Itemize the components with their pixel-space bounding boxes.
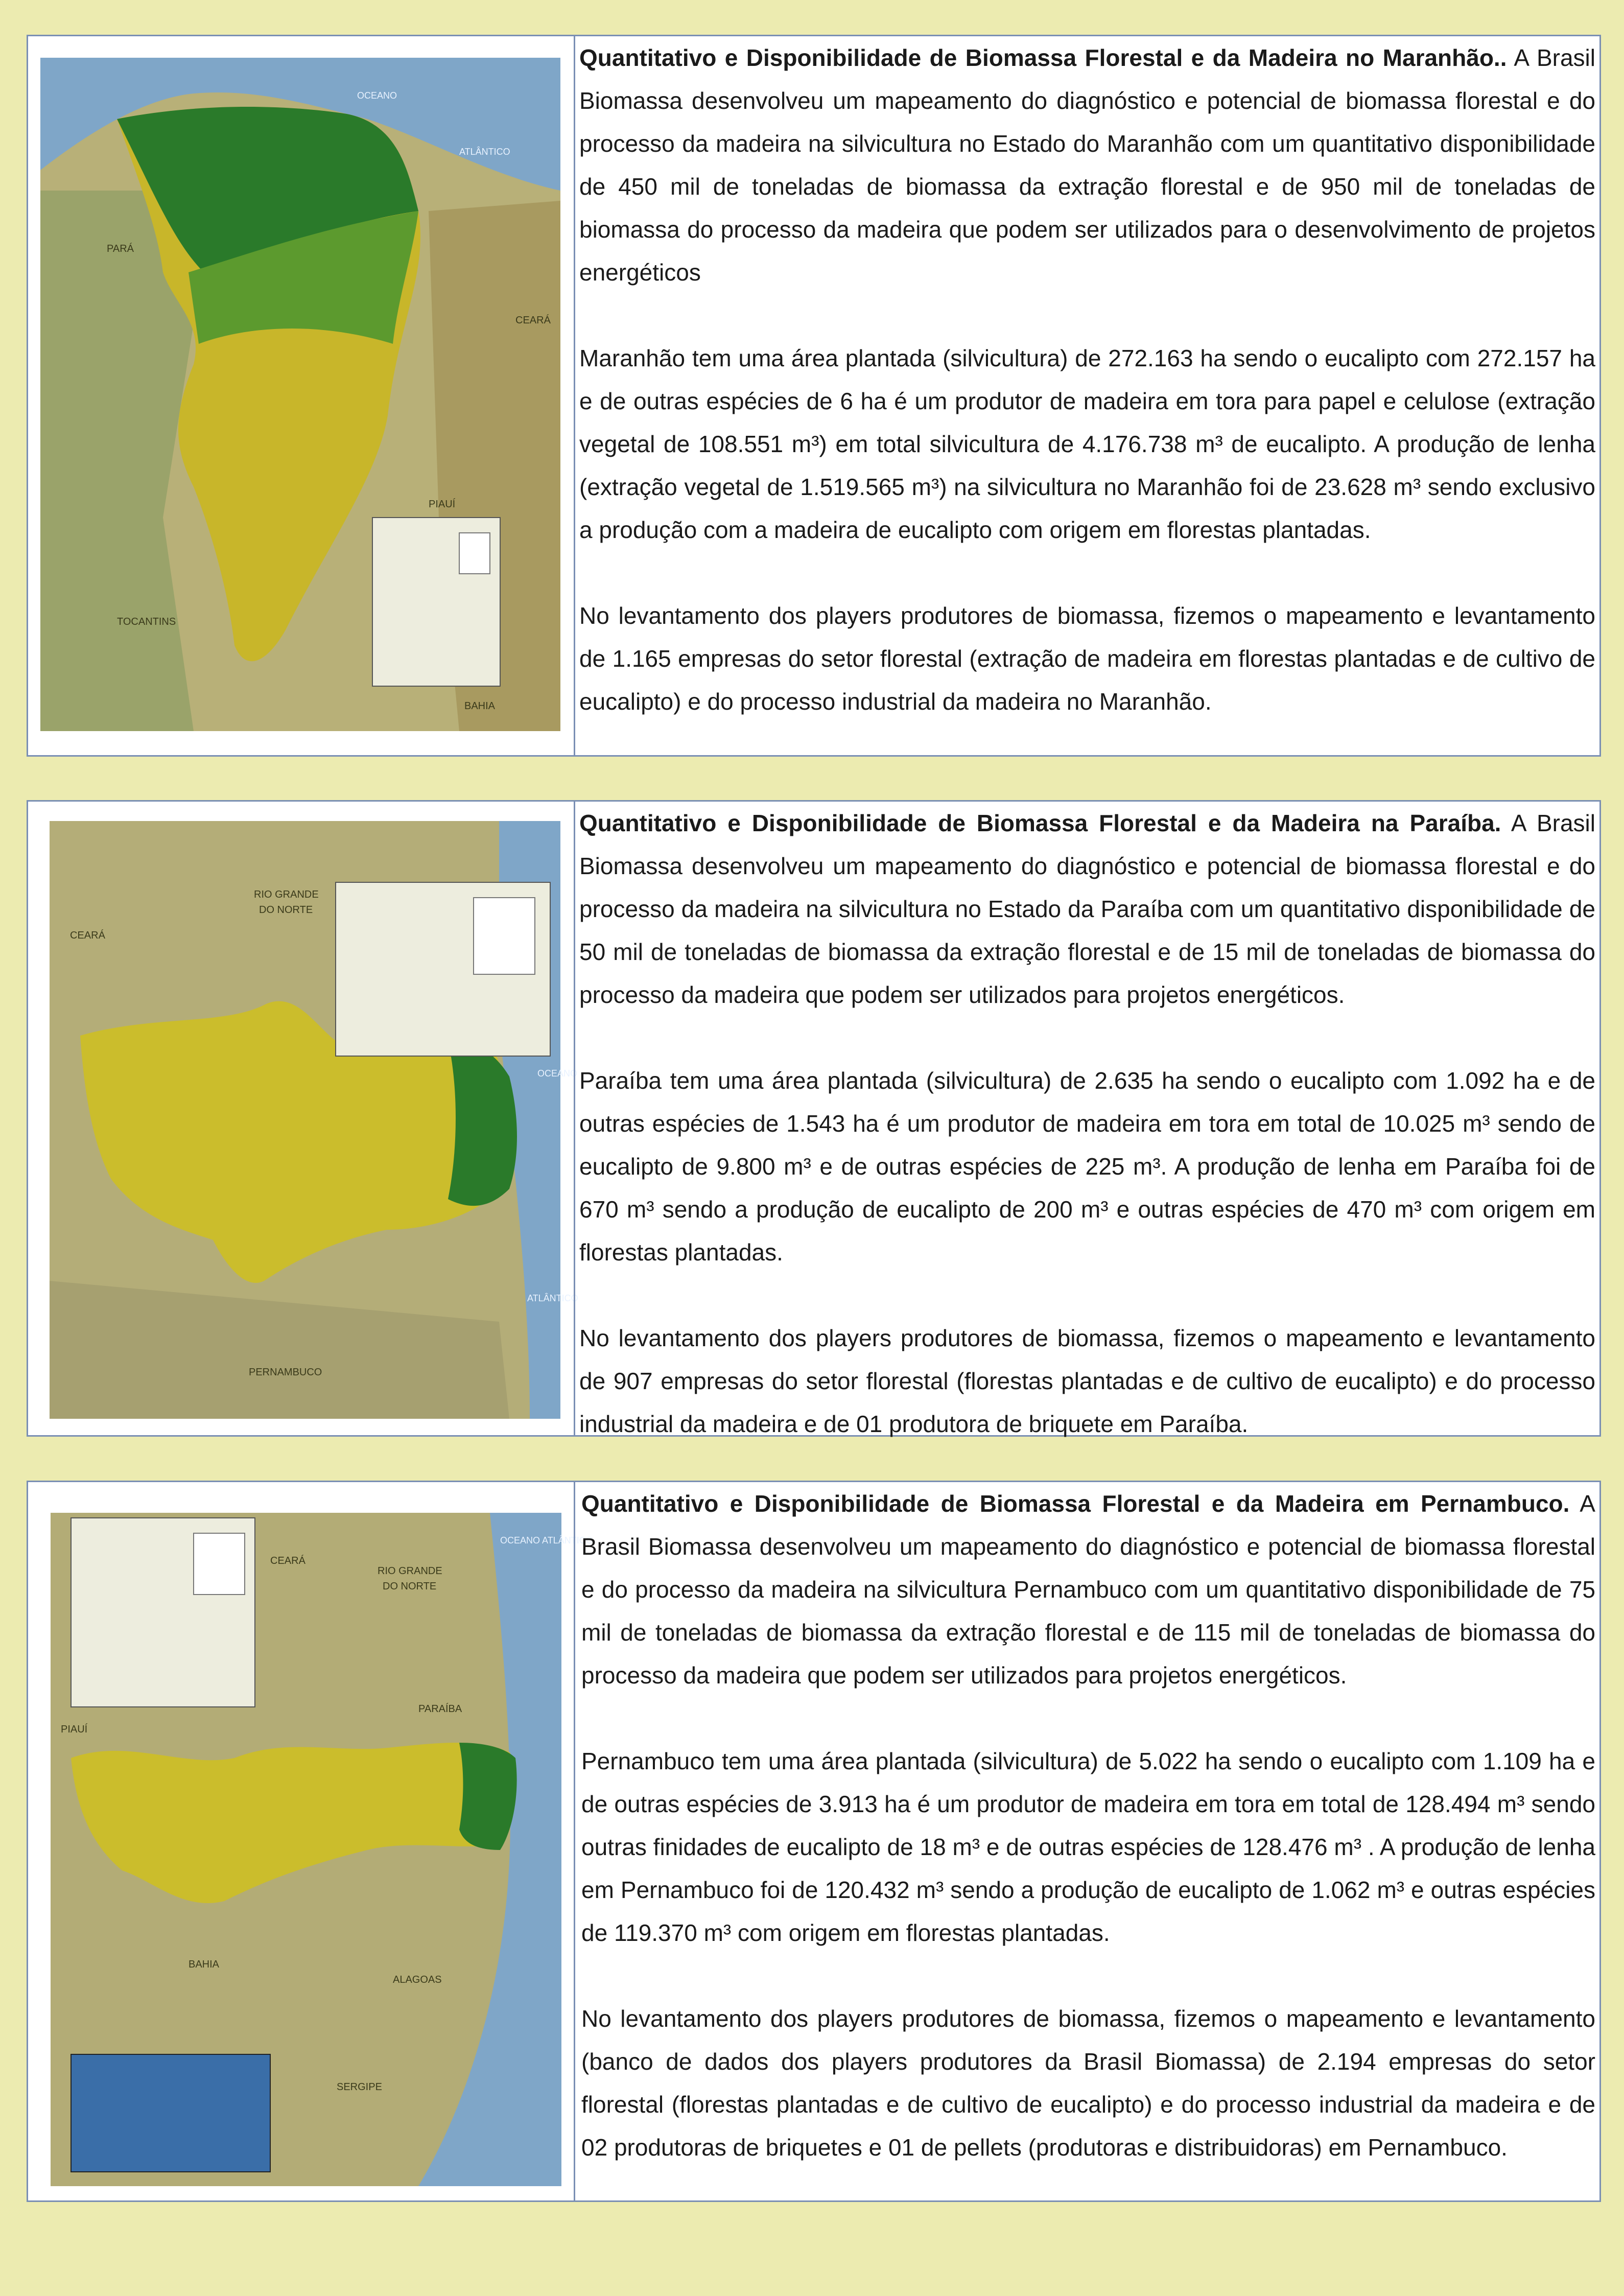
map-label-rio-grande: RIO GRANDE — [378, 1565, 442, 1577]
section-maranhao — [27, 35, 1601, 757]
map-label-pernambuco: PERNAMBUCO — [249, 1367, 322, 1378]
intro-text: A Brasil Biomassa desenvolveu um mapeamento do diagnóstico e potencial de biomassa florestal e do processo da madeira na silvicultura no Estado da Paraíba com um quantitativo disponibilidade de 50 mil de toneladas de biomassa da extração florestal e de 15 mil de toneladas de biomassa do processo da madeira que podem ser utilizados para projetos energéticos. — [579, 810, 1595, 1008]
map-label-sergipe: SERGIPE — [337, 2081, 382, 2093]
map-label-do-norte: DO NORTE — [259, 904, 313, 916]
paragraph-levantamento: No levantamento dos players produtores de biomassa, fizemos o mapeamento e levantamento (banco de dados dos players produtores da Brasil Biomassa) de 2.194 empresas do setor florestal (florestas plantadas e de cultivo de eucalipto) e do processo industrial da madeira e de 02 produtoras de briquetes e 01 de pellets (produtoras e distribuidoras) em Pernambuco. — [581, 2005, 1595, 2161]
map-paraiba — [50, 821, 578, 1419]
section-text-pernambuco — [574, 1482, 1599, 2200]
map-locator-inset — [459, 533, 490, 574]
map-label-ceara: CEARÁ — [515, 315, 551, 326]
paragraph-silvicultura: Pernambuco tem uma área plantada (silvicultura) de 5.022 ha sendo o eucalipto com 1.109 ha e de outras espécies de 3.913 ha é um produtor de madeira em tora em total de 128.494 m³ sendo outras finidades de eucalipto de 18 m³ e de outras espécies de 128.476 m³ . A produção de lenha em Pernambuco foi de 120.432 m³ sendo a produção de eucalipto de 1.062 m³ e outras espécies de 119.370 m³ com origem em florestas plantadas. — [581, 1748, 1595, 1946]
section-pernambuco — [27, 1481, 1601, 2202]
map-label-bahia: BAHIA — [189, 1959, 220, 1970]
map-label-atlantico: ATLÂNTICO — [527, 1293, 578, 1303]
map-label-ceara: CEARÁ — [270, 1555, 305, 1566]
map-pernambuco — [51, 1513, 593, 2186]
map-islands-inset — [71, 2054, 270, 2172]
section-text-paraiba — [574, 802, 1599, 1435]
map-label-paraiba: PARAÍBA — [418, 1703, 462, 1715]
map-maranhao — [40, 58, 560, 731]
map-label-piaui: PIAUÍ — [61, 1724, 88, 1735]
map-label-ceara: CEARÁ — [70, 930, 105, 941]
intro-text: A Brasil Biomassa desenvolveu um mapeamento do diagnóstico e potencial de biomassa florestal e do processo da madeira na silvicultura Pernambuco com um quantitativo disponibilidade de 75 mil de toneladas de biomassa da extração florestal e de 115 mil de toneladas de biomassa do processo da madeira que podem ser utilizados para projetos energéticos. — [581, 1490, 1595, 1689]
section-title: Quantitativo e Disponibilidade de Biomassa Florestal e da Madeira em Pernambuco. — [581, 1490, 1570, 1517]
paragraph-intro — [581, 1482, 1595, 1697]
intro-text: A Brasil Biomassa desenvolveu um mapeamento do diagnóstico e potencial de biomassa florestal e do processo da madeira na silvicultura no Estado do Maranhão com um quantitativo disponibilidade de 450 mil de toneladas de biomassa da extração florestal e de 950 mil de toneladas de biomassa do processo da madeira que podem ser utilizados para o desenvolvimento de projetos energéticos — [579, 44, 1595, 286]
paragraph-silvicultura: Paraíba tem uma área plantada (silvicultura) de 2.635 ha sendo o eucalipto com 1.092 ha e de outras espécies de 1.543 ha é um produtor de madeira em tora em total de 10.025 m³ sendo de eucalipto de 9.800 m³ e de outras espécies de 225 m³. A produção de lenha em Paraíba foi de 670 m³ sendo a produção de eucalipto de 200 m³ e outras espécies de 470 m³ com origem em florestas plantadas. — [579, 1067, 1595, 1266]
section-title: Quantitativo e Disponibilidade de Biomassa Florestal e da Madeira no Maranhão.. — [579, 44, 1507, 71]
paragraph-intro — [579, 36, 1595, 294]
paragraph-levantamento: No levantamento dos players produtores de biomassa, fizemos o mapeamento e levantamento de 1.165 empresas do setor florestal (extração de madeira em florestas plantadas e de cultivo de eucalipto) e do processo industrial da madeira no Maranhão. — [579, 602, 1595, 715]
map-label-atlantico: ATLÂNTICO — [459, 147, 510, 157]
map-label-oceano-atlantico: OCEANO ATLÂNTICO — [500, 1535, 593, 1545]
map-label-oceano: OCEANO — [537, 1068, 578, 1079]
map-label-oceano: OCEANO — [357, 90, 397, 101]
map-label-rio-grande: RIO GRANDE — [254, 889, 319, 900]
map-label-bahia: BAHIA — [464, 700, 496, 712]
paragraph-levantamento: No levantamento dos players produtores de biomassa, fizemos o mapeamento e levantamento de 907 empresas do setor florestal (florestas plantadas e de cultivo de eucalipto) e do processo industrial da madeira e de 01 produtora de briquete em Paraíba. — [579, 1325, 1595, 1437]
map-label-do-norte: DO NORTE — [383, 1581, 437, 1592]
section-text-maranhao — [574, 36, 1599, 755]
map-label-alagoas: ALAGOAS — [393, 1974, 442, 1985]
section-title: Quantitativo e Disponibilidade de Biomassa Florestal e da Madeira na Paraíba. — [579, 810, 1501, 836]
map-label-para: PARÁ — [107, 243, 134, 254]
section-paraiba — [27, 800, 1601, 1437]
map-label-tocantins: TOCANTINS — [117, 616, 176, 627]
map-label-piaui: PIAUÍ — [429, 499, 456, 510]
map-locator-inset — [194, 1533, 245, 1595]
paragraph-silvicultura: Maranhão tem uma área plantada (silvicultura) de 272.163 ha sendo o eucalipto com 272.157 ha e de outras espécies de 6 ha é um produtor de madeira em tora para papel e celulose (extração vegetal de 108.551 m³) em total silvicultura de 4.176.738 m³ de eucalipto. A produção de lenha (extração vegetal de 1.519.565 m³) na silvicultura no Maranhão foi de 23.628 m³ sendo exclusivo a produção com a madeira de eucalipto com origem em florestas plantadas. — [579, 345, 1595, 543]
map-locator-inset — [474, 898, 535, 974]
paragraph-intro — [579, 802, 1595, 1016]
